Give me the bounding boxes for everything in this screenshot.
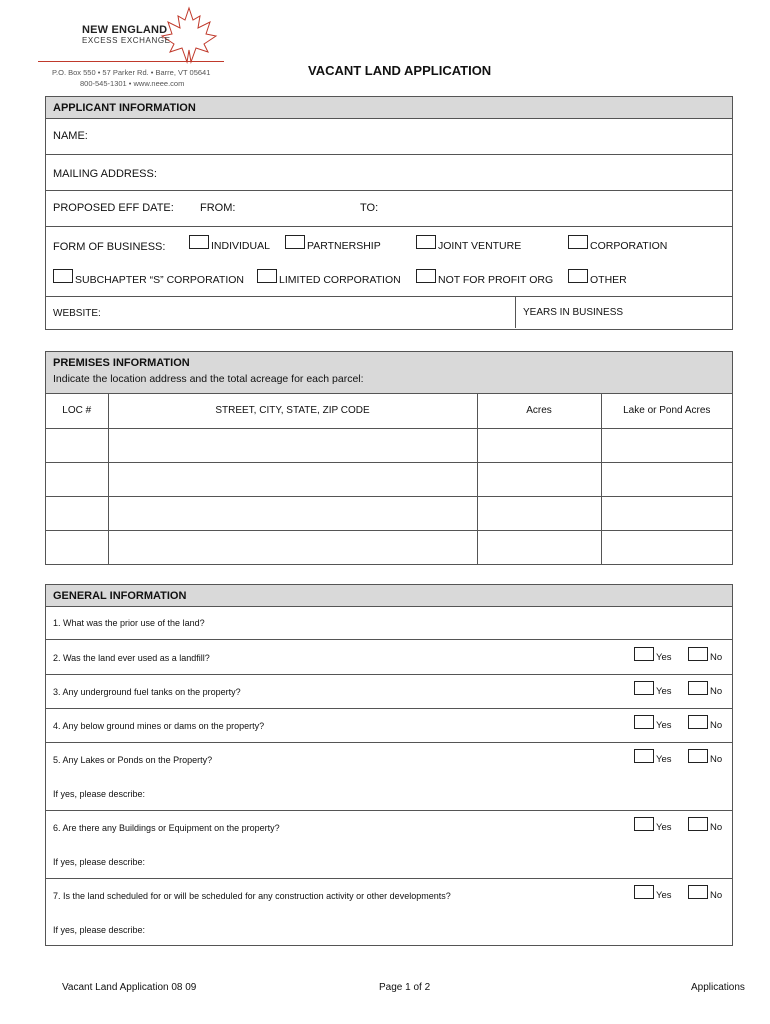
logo-subtitle: EXCESS EXCHANGE <box>82 36 171 45</box>
acres-cell[interactable] <box>477 530 601 564</box>
eff-date-label: PROPOSED EFF DATE: <box>53 202 174 214</box>
column-header: LOC # <box>46 394 108 428</box>
corporation-checkbox[interactable] <box>568 235 588 249</box>
question-7: 7. Is the land scheduled for or will be scheduled for any construction activity or other developments? <box>53 891 451 901</box>
address-cell[interactable] <box>108 428 477 462</box>
table-row <box>46 530 732 564</box>
no-label: No <box>710 822 723 833</box>
question-1: 1. What was the prior use of the land? <box>53 618 205 628</box>
table-row <box>46 428 732 462</box>
mailing-label: MAILING ADDRESS: <box>53 168 157 180</box>
logo-divider <box>38 61 224 62</box>
premises-section <box>45 351 733 565</box>
other-label: OTHER <box>590 274 627 286</box>
corporation-label: CORPORATION <box>590 240 668 252</box>
not-for-profit-label: NOT FOR PROFIT ORG <box>438 274 554 286</box>
lake-acres-cell[interactable] <box>601 496 732 530</box>
describe-prompt[interactable]: If yes, please describe: <box>53 925 146 935</box>
question-row-6 <box>46 811 732 879</box>
section-header <box>46 97 732 119</box>
column-header: Lake or Pond Acres <box>601 394 732 428</box>
limited-corporation-label: LIMITED CORPORATION <box>279 274 401 286</box>
footer-category: Applications <box>691 982 745 993</box>
applicant-section <box>45 96 733 330</box>
lake-acres-cell[interactable] <box>601 428 732 462</box>
joint-venture-label: JOINT VENTURE <box>438 240 522 252</box>
logo-name: NEW ENGLAND <box>82 24 168 36</box>
question-5: 5. Any Lakes or Ponds on the Property? <box>53 755 213 765</box>
not-for-profit-checkbox[interactable] <box>416 269 436 283</box>
premises-instructions: Indicate the location address and the total acreage for each parcel: <box>53 373 364 385</box>
question-row-1 <box>46 607 732 640</box>
section-title: GENERAL INFORMATION <box>53 590 187 602</box>
acres-cell[interactable] <box>477 462 601 496</box>
years-in-business-label[interactable]: YEARS IN BUSINESS <box>523 307 624 318</box>
address-cell[interactable] <box>108 530 477 564</box>
website-row <box>46 297 732 329</box>
yes-checkbox[interactable] <box>634 885 654 899</box>
website-field[interactable] <box>46 297 516 328</box>
column-header: Acres <box>477 394 601 428</box>
section-header <box>46 352 732 394</box>
lake-acres-cell[interactable] <box>601 530 732 564</box>
footer-form-id: Vacant Land Application 08 09 <box>62 982 197 993</box>
website-label: WEBSITE: <box>53 308 101 319</box>
address-cell[interactable] <box>108 496 477 530</box>
yes-checkbox[interactable] <box>634 749 654 763</box>
section-header <box>46 585 732 607</box>
mailing-row[interactable] <box>46 155 732 191</box>
name-label: NAME: <box>53 130 88 142</box>
question-row-2 <box>46 640 732 675</box>
question-2: 2. Was the land ever used as a landfill? <box>53 653 210 663</box>
question-3: 3. Any underground fuel tanks on the property? <box>53 687 241 697</box>
no-label: No <box>710 652 723 663</box>
table-row <box>46 462 732 496</box>
from-label: FROM: <box>200 202 236 214</box>
individual-checkbox[interactable] <box>189 235 209 249</box>
yes-checkbox[interactable] <box>634 647 654 661</box>
table-header-row <box>46 394 732 428</box>
no-checkbox[interactable] <box>688 749 708 763</box>
address-cell[interactable] <box>108 462 477 496</box>
yes-label: Yes <box>656 822 672 833</box>
subchapter-s-checkbox[interactable] <box>53 269 73 283</box>
partnership-label: PARTNERSHIP <box>307 240 381 252</box>
footer-page-number: Page 1 of 2 <box>379 982 431 993</box>
acres-cell[interactable] <box>477 496 601 530</box>
yes-label: Yes <box>656 754 672 765</box>
company-phone: 800-545-1301 • www.neee.com <box>80 79 185 88</box>
describe-prompt[interactable]: If yes, please describe: <box>53 857 146 867</box>
no-label: No <box>710 754 723 765</box>
yes-checkbox[interactable] <box>634 817 654 831</box>
question-4: 4. Any below ground mines or dams on the property? <box>53 721 265 731</box>
question-row-5 <box>46 743 732 811</box>
yes-label: Yes <box>656 652 672 663</box>
lake-acres-cell[interactable] <box>601 462 732 496</box>
yes-label: Yes <box>656 720 672 731</box>
other-checkbox[interactable] <box>568 269 588 283</box>
loc-cell[interactable] <box>46 428 108 462</box>
partnership-checkbox[interactable] <box>285 235 305 249</box>
individual-label: INDIVIDUAL <box>211 240 270 252</box>
acres-cell[interactable] <box>477 428 601 462</box>
subchapter-s-label: SUBCHAPTER “S” CORPORATION <box>75 274 244 286</box>
yes-checkbox[interactable] <box>634 681 654 695</box>
eff-date-row[interactable] <box>46 191 732 227</box>
limited-corporation-checkbox[interactable] <box>257 269 277 283</box>
no-label: No <box>710 720 723 731</box>
section-title: APPLICANT INFORMATION <box>53 102 196 114</box>
question-row-7 <box>46 879 732 945</box>
yes-label: Yes <box>656 890 672 901</box>
to-label: TO: <box>360 202 379 214</box>
table-row <box>46 496 732 530</box>
name-row[interactable] <box>46 119 732 155</box>
joint-venture-checkbox[interactable] <box>416 235 436 249</box>
yes-label: Yes <box>656 686 672 697</box>
no-checkbox[interactable] <box>688 647 708 661</box>
loc-cell[interactable] <box>46 462 108 496</box>
question-row-3 <box>46 675 732 709</box>
yes-checkbox[interactable] <box>634 715 654 729</box>
no-label: No <box>710 686 723 697</box>
question-6: 6. Are there any Buildings or Equipment on the property? <box>53 823 280 833</box>
section-title: PREMISES INFORMATION <box>53 357 190 369</box>
question-row-4 <box>46 709 732 743</box>
loc-cell[interactable] <box>46 530 108 564</box>
company-logo <box>38 6 228 92</box>
company-address: P.O. Box 550 • 57 Parker Rd. • Barre, VT 05641 <box>52 68 211 77</box>
no-checkbox[interactable] <box>688 817 708 831</box>
form-of-business-label: FORM OF BUSINESS: <box>53 241 166 253</box>
column-header: STREET, CITY, STATE, ZIP CODE <box>108 394 477 428</box>
general-section <box>45 584 733 946</box>
no-checkbox[interactable] <box>688 681 708 695</box>
loc-cell[interactable] <box>46 496 108 530</box>
describe-prompt[interactable]: If yes, please describe: <box>53 789 146 799</box>
no-checkbox[interactable] <box>688 885 708 899</box>
business-form-row <box>46 227 732 297</box>
no-label: No <box>710 890 723 901</box>
document-title: VACANT LAND APPLICATION <box>308 63 492 78</box>
premises-table <box>46 394 732 564</box>
no-checkbox[interactable] <box>688 715 708 729</box>
